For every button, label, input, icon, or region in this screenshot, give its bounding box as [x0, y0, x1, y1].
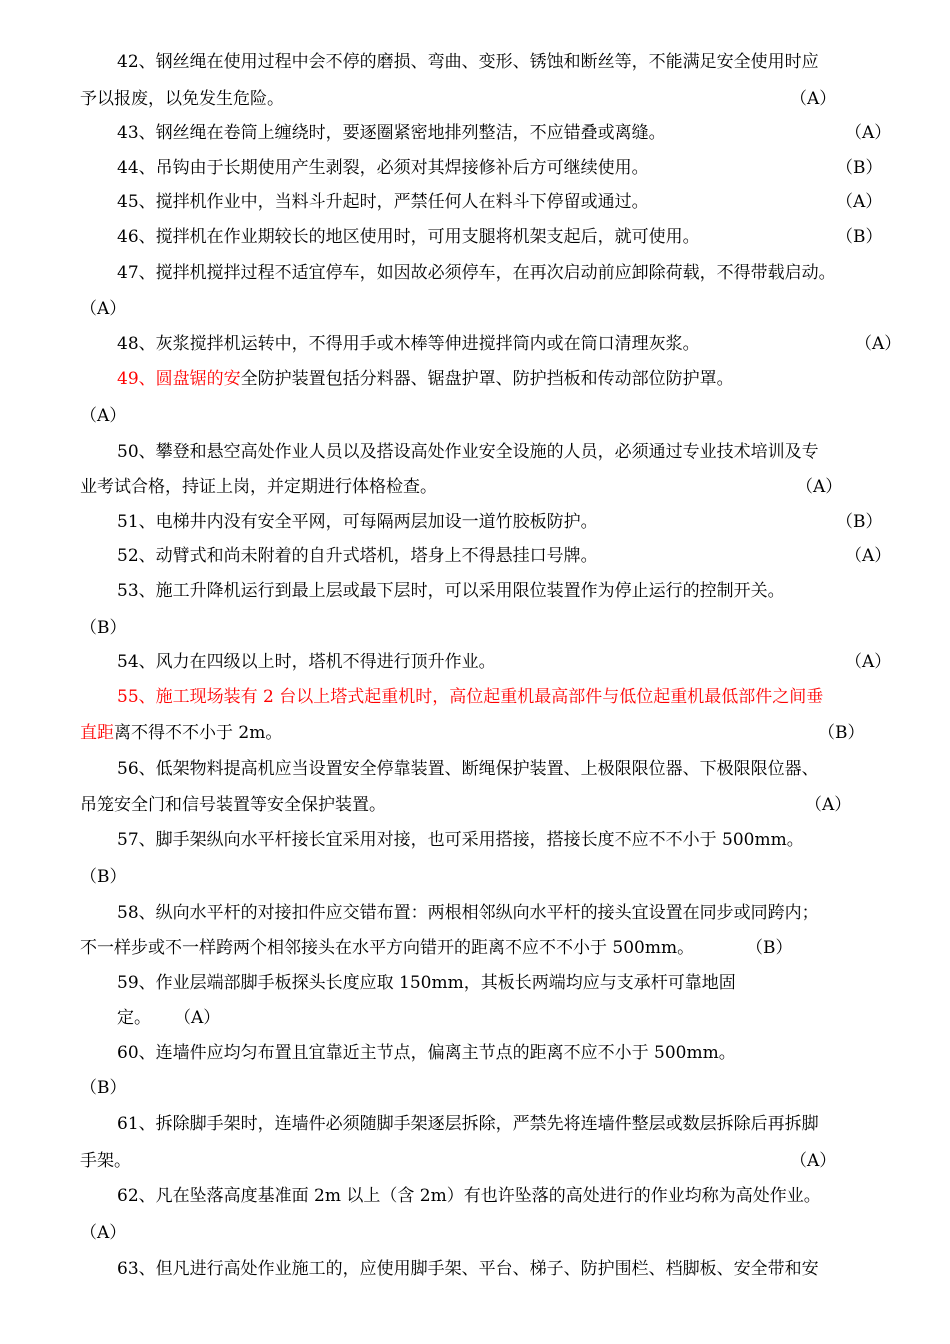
question-46-line-1: 46、搅拌机在作业期较长的地区使用时，可用支腿将机架支起后，就可使用。	[117, 227, 700, 247]
question-60-answer: （B）	[80, 1078, 127, 1098]
question-42-line-1: 42、钢丝绳在使用过程中会不停的磨损、弯曲、变形、锈蚀和断丝等，不能满足安全使用时应	[117, 52, 819, 72]
question-57-line-1: 57、脚手架纵向水平杆接长宜采用对接，也可采用搭接，搭接长度不应不不小于 500mm。	[117, 830, 804, 850]
question-48-line-1: 48、灰浆搅拌机运转中，不得用手或木棒等伸进搅拌筒内或在筒口清理灰浆。	[117, 334, 700, 354]
question-50-line-1: 50、攀登和悬空高处作业人员以及搭设高处作业安全设施的人员，必须通过专业技术培训及专	[117, 442, 819, 462]
question-58-answer: （B）	[746, 938, 793, 958]
question-62-line-1: 62、凡在坠落高度基准面 2m 以上（含 2m）有也许坠落的高处进行的作业均称为高处作业。	[117, 1186, 821, 1206]
question-51-answer: （B）	[836, 512, 883, 532]
question-58-line-1: 58、纵向水平杆的对接扣件应交错布置：两根相邻纵向水平杆的接头宜设置在同步或同跨内；	[117, 903, 819, 923]
question-48-answer: （A）	[855, 334, 902, 354]
question-52-answer: （A）	[845, 546, 892, 566]
question-59-answer: （A）	[174, 1008, 221, 1028]
question-61-line-1: 61、拆除脚手架时，连墙件必须随脚手架逐层拆除，严禁先将连墙件整层或数层拆除后再拆脚	[117, 1114, 819, 1134]
question-61-line-2: 手架。	[80, 1151, 131, 1171]
question-62-answer: （A）	[80, 1223, 127, 1243]
question-53-answer: （B）	[80, 618, 127, 638]
question-45-answer: （A）	[836, 192, 883, 212]
question-50-line-2: 业考试合格，持证上岗，并定期进行体格检查。	[80, 477, 437, 497]
question-54-answer: （A）	[845, 652, 892, 672]
question-56-line-2: 吊笼安全门和信号装置等安全保护装置。	[80, 795, 386, 815]
question-58-line-2: 不一样步或不一样跨两个相邻接头在水平方向错开的距离不应不不小于 500mm。	[80, 938, 695, 958]
question-44-answer: （B）	[836, 158, 883, 178]
question-55-highlight: 直距	[80, 723, 114, 743]
question-47-answer: （A）	[80, 299, 127, 319]
question-43-answer: （A）	[845, 123, 892, 143]
question-49-text: 全防护装置包括分料器、锯盘护罩、防护挡板和传动部位防护罩。	[240, 369, 734, 389]
question-52-line-1: 52、动臂式和尚未附着的自升式塔机，塔身上不得悬挂口号牌。	[117, 546, 598, 566]
question-50-answer: （A）	[796, 477, 843, 497]
question-44-line-1: 44、吊钩由于长期使用产生剥裂，必须对其焊接修补后方可继续使用。	[117, 158, 649, 178]
question-49-line-1	[117, 368, 734, 390]
question-49-answer: （A）	[80, 406, 127, 426]
question-53-line-1: 53、施工升降机运行到最上层或最下层时，可以采用限位装置作为停止运行的控制开关。	[117, 581, 785, 601]
question-49-highlight: 49、圆盘锯的安	[117, 369, 241, 389]
question-46-answer: （B）	[836, 227, 883, 247]
question-54-line-1: 54、风力在四级以上时，塔机不得进行顶升作业。	[117, 652, 496, 672]
question-45-line-1: 45、搅拌机作业中，当料斗升起时，严禁任何人在料斗下停留或通过。	[117, 192, 649, 212]
question-56-line-1: 56、低架物料提高机应当设置安全停靠装置、断绳保护装置、上极限限位器、下极限限位器、	[117, 759, 819, 779]
question-59-line-1: 59、作业层端部脚手板探头长度应取 150mm，其板长两端均应与支承杆可靠地固	[117, 973, 736, 993]
question-51-line-1: 51、电梯井内没有安全平网，可每隔两层加设一道竹胶板防护。	[117, 512, 598, 532]
question-63-line-1: 63、但凡进行高处作业施工的，应使用脚手架、平台、梯子、防护围栏、档脚板、安全带和安	[117, 1259, 819, 1279]
question-57-answer: （B）	[80, 867, 127, 887]
question-55-answer: （B）	[818, 723, 865, 743]
question-42-line-2: 予以报废，以免发生危险。	[80, 89, 284, 109]
question-59-line-2: 定。	[117, 1008, 151, 1028]
question-43-line-1: 43、钢丝绳在卷筒上缠绕时，要逐圈紧密地排列整洁，不应错叠或离缝。	[117, 123, 666, 143]
question-61-answer: （A）	[790, 1151, 837, 1171]
question-56-answer: （A）	[805, 795, 852, 815]
question-60-line-1: 60、连墙件应均匀布置且宜靠近主节点，偏离主节点的距离不应不小于 500mm。	[117, 1043, 736, 1063]
question-42-answer: （A）	[790, 89, 837, 109]
question-55-line-2	[80, 722, 282, 744]
question-47-line-1: 47、搅拌机搅拌过程不适宜停车，如因故必须停车，在再次启动前应卸除荷载，不得带载启动。	[117, 263, 836, 283]
question-55-text: 离不得不不小于 2m。	[114, 723, 283, 743]
question-55-line-1: 55、施工现场装有 2 台以上塔式起重机时，高位起重机最高部件与低位起重机最低部件之间垂	[117, 687, 824, 707]
